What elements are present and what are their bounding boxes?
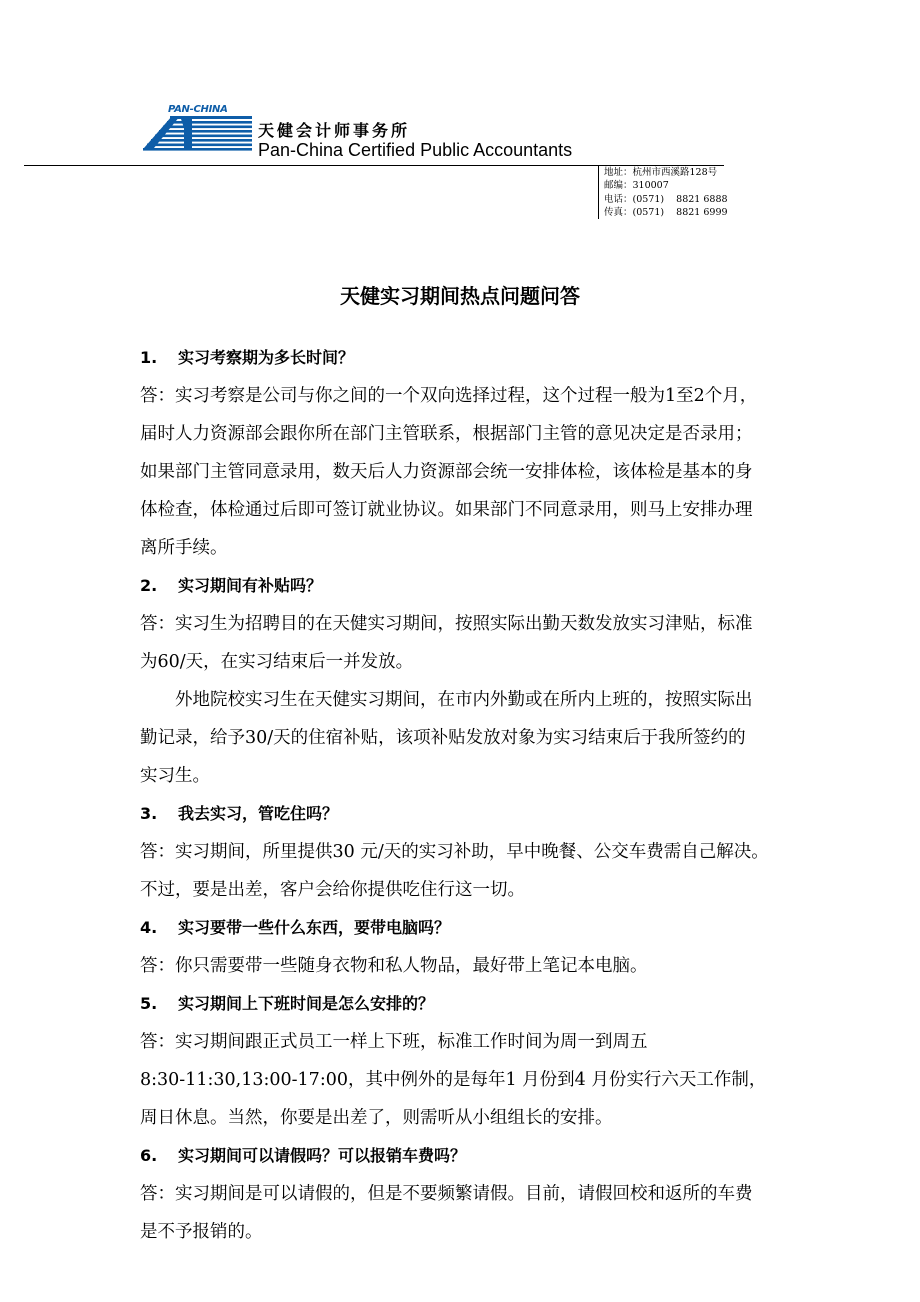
question-text: 实习考察期为多长时间？	[178, 348, 355, 367]
answer-line: 外地院校实习生在天健实习期间，在市内外勤或在所内上班的，按照实际出	[175, 690, 753, 710]
answer-line: 为60/天，在实习结束后一并发放。	[140, 652, 414, 672]
question-heading	[140, 567, 785, 605]
question-text: 实习期间可以请假吗？可以报销车费吗？	[178, 1146, 467, 1165]
qa-body	[140, 339, 785, 1251]
question-number: 6.	[140, 1146, 158, 1165]
contact-fax: 传真：(0571) 8821 6999	[604, 206, 728, 218]
question-heading	[140, 339, 785, 377]
document-title: 天健实习期间热点问题问答	[340, 284, 580, 308]
question-number: 2.	[140, 576, 158, 595]
question-number: 3.	[140, 804, 158, 823]
answer-line: 如果部门主管同意录用，数天后人力资源部会统一安排体检，该体检是基本的身	[140, 462, 753, 482]
answer-line: 届时人力资源部会跟你所在部门主管联系，根据部门主管的意见决定是否录用；	[140, 424, 753, 444]
answer-line: 离所手续。	[140, 538, 228, 558]
question-heading	[140, 985, 785, 1023]
question-text: 实习要带一些什么东西，要带电脑吗？	[178, 918, 451, 937]
contact-address: 地址：杭州市西溪路128号	[604, 167, 718, 178]
question-text: 实习期间上下班时间是怎么安排的？	[178, 994, 435, 1013]
question-text: 我去实习，管吃住吗？	[178, 804, 339, 823]
answer-line: 实习生。	[140, 766, 210, 786]
question-number: 5.	[140, 994, 158, 1013]
answer-line: 是不予报销的。	[140, 1222, 263, 1242]
answer-line: 答：实习期间跟正式员工一样上下班，标准工作时间为周一到周五	[140, 1032, 648, 1052]
logo-wordmark: PAN-CHINA	[168, 104, 228, 115]
answer-line: 答：实习生为招聘目的在天健实习期间，按照实际出勤天数发放实习津贴，标准	[140, 614, 753, 634]
question-heading	[140, 909, 785, 947]
question-number: 1.	[140, 348, 158, 367]
answer-line: 答：实习考察是公司与你之间的一个双向选择过程，这个过程一般为1至2个月，	[140, 386, 758, 406]
question-heading	[140, 795, 785, 833]
answer-line: 答：实习期间，所里提供30 元/天的实习补助，早中晚餐、公交车费需自己解决。	[140, 842, 769, 862]
contact-block	[598, 166, 728, 219]
answer-line: 不过，要是出差，客户会给你提供吃住行这一切。	[140, 880, 525, 900]
answer-line: 答：你只需要带一些随身衣物和私人物品，最好带上笔记本电脑。	[140, 956, 648, 976]
answer-line: 周日休息。当然，你要是出差了，则需听从小组组长的安排。	[140, 1108, 613, 1128]
contact-phone: 电话：(0571) 8821 6888	[604, 193, 728, 205]
question-text: 实习期间有补贴吗？	[178, 576, 323, 595]
contact-postcode: 邮编：310007	[604, 180, 669, 192]
answer-line: 答：实习期间是可以请假的，但是不要频繁请假。目前，请假回校和返所的车费	[140, 1184, 753, 1204]
firm-name-cn: 天健会计师事务所	[258, 121, 411, 140]
answer-line: 勤记录，给予30/天的住宿补贴，该项补贴发放对象为实习结束后于我所签约的	[140, 728, 746, 748]
answer-line: 8:30-11:30,13:00-17:00，其中例外的是每年1 月份到4 月份实行六天工作制，	[140, 1070, 767, 1090]
firm-name-en: Pan-China Certified Public Accountants	[258, 140, 573, 160]
question-heading	[140, 1137, 785, 1175]
answer-line: 体检查，体检通过后即可签订就业协议。如果部门不同意录用，则马上安排办理	[140, 500, 753, 520]
question-number: 4.	[140, 918, 158, 937]
